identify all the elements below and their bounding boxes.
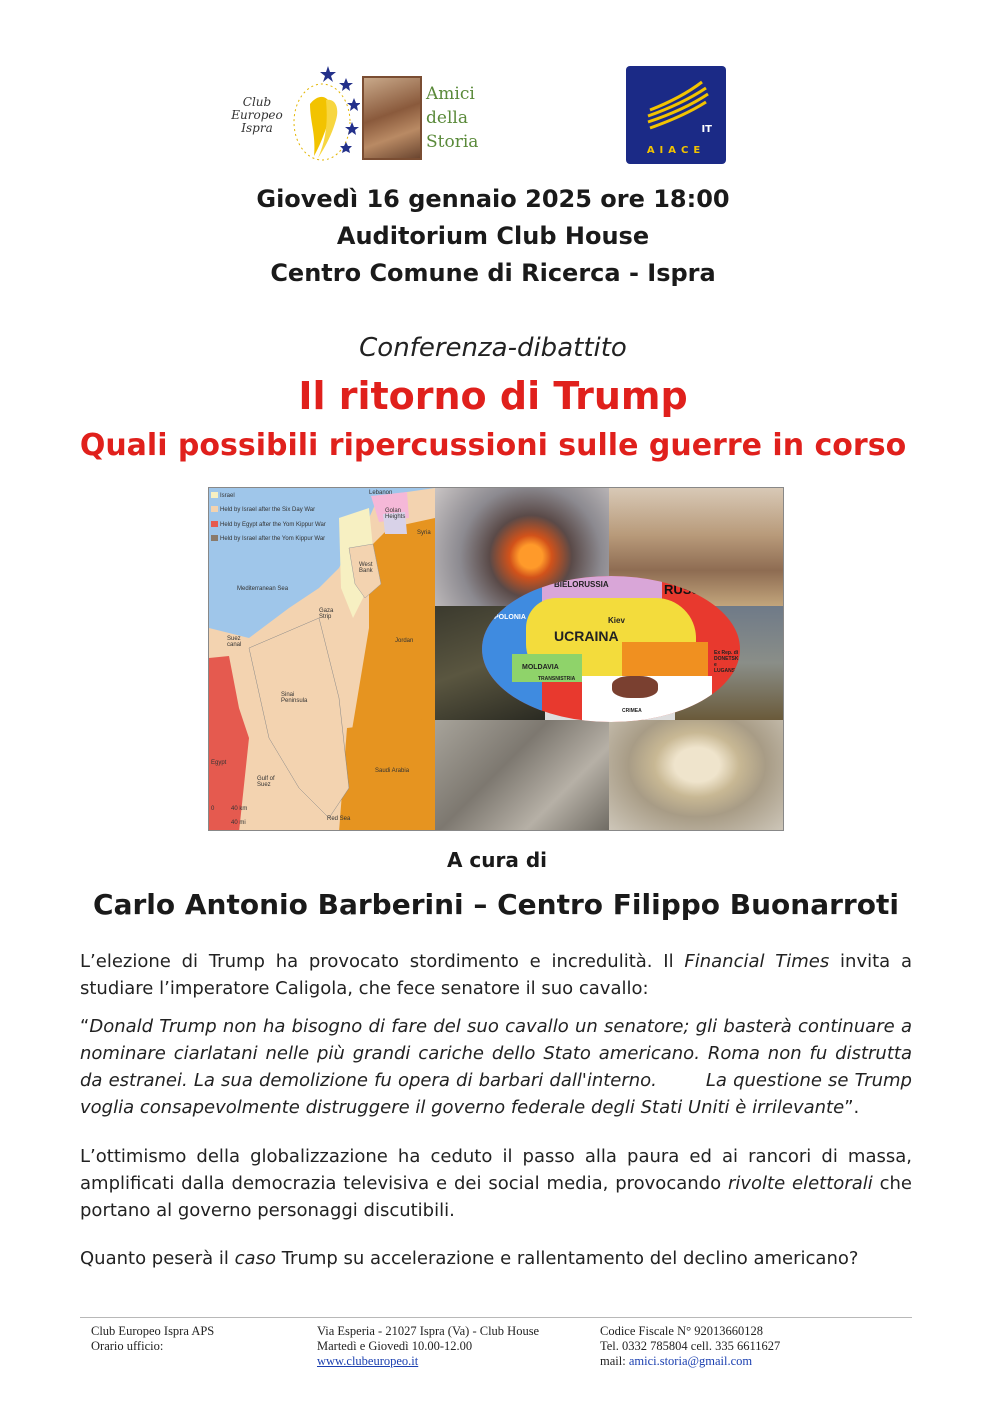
oval-label-donetsk: Ex Rep. di DONETSK e LUGANSK — [714, 650, 739, 674]
map-label-golan: Golan Heights — [385, 508, 406, 520]
israel-map-tile — [209, 488, 435, 831]
club-logo-line2: Europeo — [231, 108, 283, 122]
map-label-saudi: Saudi Arabia — [375, 768, 410, 774]
map-label-jordan: Jordan — [395, 638, 414, 644]
oval-label-belarus: BIELORUSSIA — [554, 580, 609, 589]
club-logo-line3: Ispra — [241, 121, 273, 135]
footer-tax-code: Codice Fiscale N° 92013660128 — [600, 1324, 763, 1338]
footer-contacts — [600, 1324, 780, 1369]
aiace-badge: IT — [701, 124, 712, 135]
amici-logo-line3: Storia — [426, 132, 479, 152]
oval-label-ukraine: UCRAINA — [554, 628, 619, 644]
p1-text-b: invita a studiare l’imperatore Caligola, che fece senatore il suo cavallo: — [80, 951, 912, 999]
oval-label-poland: POLONIA — [494, 614, 526, 621]
quote-text: Donald Trump non ha bisogno di fare del suo cavallo un senatore; gli basterà continuare a nominare ciarlatani nelle più grandi cariche dello Stato americano. Roma non fu distrutta da estranei. La sua demolizione fu opera di barbari dall'interno. La questione se Trump voglia consapevolmente distruggere il governo federale degli Stati Uniti è irrilevante — [80, 1016, 912, 1118]
footer-office-hours-label: Orario ufficio: — [91, 1339, 164, 1353]
quote-open-mark: “ — [80, 1016, 90, 1037]
map-label-west-bank: West Bank — [359, 562, 373, 574]
map-legend-item: Israel — [220, 493, 235, 499]
aiace-name: AIACE — [646, 145, 706, 156]
p4-text-a: Quanto peserà il — [80, 1248, 235, 1269]
map-legend-item: Held by Israel after the Six Day War — [220, 507, 316, 513]
curated-by-label: A cura di — [446, 848, 548, 872]
map-label-lebanon: Lebanon — [369, 490, 393, 496]
conference-title: Il ritorno di Trump — [298, 374, 688, 418]
club-europeo-logo — [218, 64, 360, 164]
p4-emphasis: caso — [234, 1248, 276, 1269]
map-scale-mi: 40 mi — [231, 820, 246, 826]
p3-text-a: L’ottimismo della globalizzazione ha ceduto il passo alla paura ed ai rancori di massa, amplificati dalla democrazia televisiva e dei social media, provocando — [80, 1146, 912, 1194]
amici-logo-photo — [362, 76, 422, 160]
author-name: Carlo Antonio Barberini – Centro Filippo Buonarroti — [93, 888, 899, 921]
p4-text-b: Trump su accelerazione e rallentamento del declino americano? — [275, 1248, 859, 1269]
aiace-logo — [626, 66, 726, 164]
map-label-gulf: Gulf of Suez — [257, 776, 275, 788]
oval-label-moldova: MOLDAVIA — [522, 664, 559, 671]
conference-subtitle: Quali possibili ripercussioni sulle guerre in corso — [79, 428, 907, 463]
map-label-egypt: Egypt — [211, 760, 227, 766]
oval-label-transnistria: TRANSNISTRIA — [538, 676, 576, 682]
footer-divider — [80, 1317, 912, 1318]
paragraph-1 — [80, 948, 912, 1002]
event-date-time: Giovedì 16 gennaio 2025 ore 18:00 — [256, 185, 730, 213]
map-label-suez: Suez canal — [227, 636, 242, 648]
footer-address — [317, 1324, 539, 1369]
nuclear-cloud-photo — [609, 720, 784, 831]
club-logo-line1: Club — [242, 95, 272, 109]
map-label-sinai: Sinai Peninsula — [281, 692, 308, 704]
p3-emphasis: rivolte elettorali — [727, 1173, 873, 1194]
map-label-syria: Syria — [417, 530, 431, 536]
footer-phones: Tel. 0332 785804 cell. 335 6611627 — [600, 1339, 781, 1353]
map-scale-km: 40 km — [231, 806, 248, 812]
quote-close-mark: ”. — [844, 1097, 860, 1118]
conference-kind: Conferenza-dibattito — [359, 333, 627, 363]
amici-logo-line2: della — [426, 108, 468, 128]
map-label-red-sea: Red Sea — [327, 816, 351, 822]
amici-della-storia-logo — [362, 76, 479, 160]
paragraph-3 — [80, 1143, 912, 1224]
map-legend-item: Held by Egypt after the Yom Kippur War — [220, 522, 326, 528]
email-link[interactable]: amici.storia@gmail.com — [628, 1354, 753, 1368]
event-location: Centro Comune di Ricerca - Ispra — [270, 259, 716, 287]
quote-paragraph — [80, 1013, 912, 1121]
p3-text-b: che portano al governo personaggi discutibili. — [80, 1173, 912, 1221]
map-legend-item: Held by Israel after the Yom Kippur War — [220, 536, 326, 542]
paragraph-4 — [80, 1245, 912, 1272]
map-label-med-sea: Mediterranean Sea — [237, 586, 289, 592]
p1-financial-times: Financial Times — [684, 951, 830, 972]
amici-logo-line1: Amici — [426, 84, 475, 104]
p1-text-a: L’elezione di Trump ha provocato stordimento e incredulità. Il — [80, 951, 685, 972]
oval-label-russia: RUSSIA — [664, 582, 714, 597]
oval-label-kiev: Kiev — [608, 616, 625, 625]
map-label-gaza: Gaza Strip — [319, 608, 334, 620]
footer-address-line: Via Esperia - 21027 Ispra (Va) - Club House — [317, 1324, 540, 1338]
website-link[interactable]: www.clubeuropeo.it — [317, 1354, 419, 1368]
ukraine-map-oval — [482, 576, 740, 722]
destroyed-cars-photo — [435, 720, 609, 831]
event-venue: Auditorium Club House — [336, 222, 650, 250]
war-collage-image — [208, 487, 784, 831]
footer-org — [91, 1324, 214, 1354]
footer-mail-label: mail: — [600, 1354, 629, 1368]
footer-hours: Martedì e Giovedì 10.00-12.00 — [317, 1339, 473, 1353]
oval-label-crimea: CRIMEA — [622, 708, 642, 714]
footer-org-name: Club Europeo Ispra APS — [91, 1324, 215, 1338]
map-scale-zero: 0 — [211, 806, 215, 812]
